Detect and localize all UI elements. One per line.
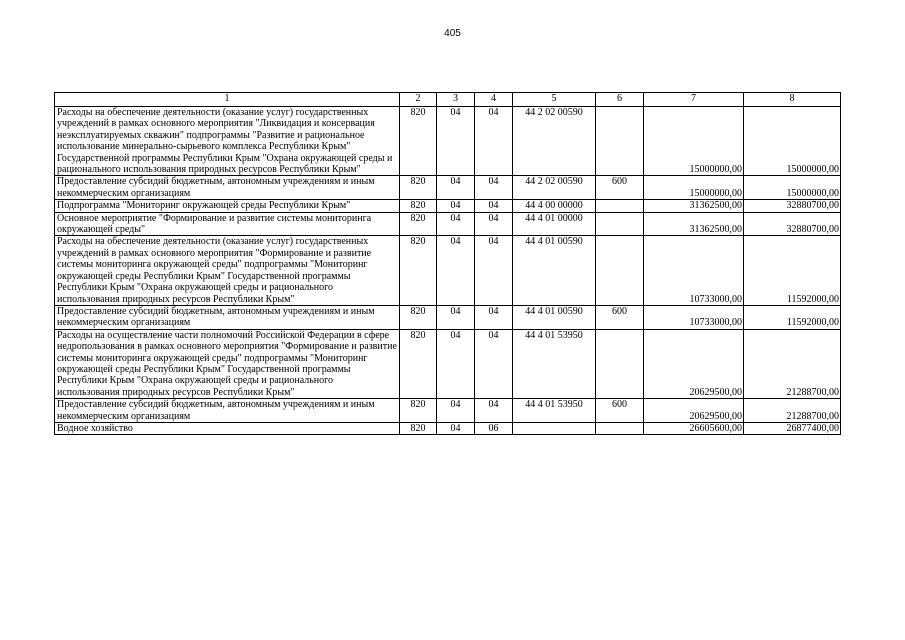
row-amount-col7: 20629500,00 <box>644 329 744 398</box>
table-row <box>55 107 841 176</box>
row-target-article: 44 4 01 00590 <box>513 236 596 305</box>
row-amount-col7: 15000000,00 <box>644 107 744 176</box>
table-row <box>55 305 841 329</box>
row-ministry-code: 820 <box>400 329 437 398</box>
column-header: 3 <box>437 93 475 107</box>
header-row <box>55 93 841 107</box>
row-section-code: 04 <box>437 329 475 398</box>
row-amount-col7: 10733000,00 <box>644 236 744 305</box>
row-target-article: 44 4 01 00590 <box>513 305 596 329</box>
column-header: 8 <box>744 93 841 107</box>
row-section-code: 04 <box>437 399 475 423</box>
row-section-code: 04 <box>437 236 475 305</box>
row-name: Предоставление субсидий бюджетным, автономным учреждениям и иным некоммерческим организациям <box>55 399 400 423</box>
row-ministry-code: 820 <box>400 212 437 236</box>
row-name: Расходы на осуществление части полномочий Российской Федерации в сфере недропользования в рамках основного мероприятия "Формирование и развитие системы мониторинга окружающей среды" подпрограммы "Мониторинг окружающей среды Республики Крым" Государственной программы Республики Крым "Охрана окружающей среды и рационального использования природных ресурсов Республики Крым" <box>55 329 400 398</box>
row-amount-col8: 26877400,00 <box>744 422 841 434</box>
row-name: Расходы на обеспечение деятельности (оказание услуг) государственных учреждений в рамках основного мероприятия "Формирование и развитие системы мониторинга окружающей среды" подпрограммы "Мониторинг окружающей среды Республики Крым" Государственной программы Республики Крым "Охрана окружающей среды и рационального использования природных ресурсов Республики Крым" <box>55 236 400 305</box>
row-section-code: 04 <box>437 176 475 200</box>
row-subsection-code: 04 <box>475 236 513 305</box>
row-expense-type <box>596 236 644 305</box>
row-ministry-code: 820 <box>400 422 437 434</box>
page-number: 405 <box>444 28 461 39</box>
row-section-code: 04 <box>437 305 475 329</box>
column-header: 2 <box>400 93 437 107</box>
row-amount-col7: 15000000,00 <box>644 176 744 200</box>
row-amount-col7: 31362500,00 <box>644 200 744 212</box>
row-expense-type <box>596 329 644 398</box>
row-subsection-code: 06 <box>475 422 513 434</box>
row-section-code: 04 <box>437 107 475 176</box>
table-row <box>55 399 841 423</box>
row-target-article: 44 2 02 00590 <box>513 107 596 176</box>
row-amount-col8: 15000000,00 <box>744 176 841 200</box>
row-amount-col8: 21288700,00 <box>744 329 841 398</box>
row-subsection-code: 04 <box>475 107 513 176</box>
row-amount-col8: 32880700,00 <box>744 200 841 212</box>
row-amount-col8: 11592000,00 <box>744 236 841 305</box>
row-expense-type <box>596 107 644 176</box>
row-target-article: 44 4 00 00000 <box>513 200 596 212</box>
row-target-article: 44 4 01 53950 <box>513 399 596 423</box>
row-target-article <box>513 422 596 434</box>
row-amount-col7: 31362500,00 <box>644 212 744 236</box>
row-ministry-code: 820 <box>400 305 437 329</box>
row-amount-col7: 10733000,00 <box>644 305 744 329</box>
row-target-article: 44 4 01 00000 <box>513 212 596 236</box>
row-amount-col8: 21288700,00 <box>744 399 841 423</box>
table-row <box>55 236 841 305</box>
row-ministry-code: 820 <box>400 399 437 423</box>
row-section-code: 04 <box>437 200 475 212</box>
row-subsection-code: 04 <box>475 329 513 398</box>
row-subsection-code: 04 <box>475 305 513 329</box>
row-target-article: 44 4 01 53950 <box>513 329 596 398</box>
row-ministry-code: 820 <box>400 107 437 176</box>
row-expense-type: 600 <box>596 399 644 423</box>
row-name: Предоставление субсидий бюджетным, автономным учреждениям и иным некоммерческим организациям <box>55 305 400 329</box>
row-expense-type: 600 <box>596 176 644 200</box>
table-row <box>55 329 841 398</box>
column-header: 4 <box>475 93 513 107</box>
table-row <box>55 200 841 212</box>
row-target-article: 44 2 02 00590 <box>513 176 596 200</box>
row-expense-type <box>596 200 644 212</box>
row-name: Предоставление субсидий бюджетным, автономным учреждениям и иным некоммерческим организациям <box>55 176 400 200</box>
row-name: Подпрограмма "Мониторинг окружающей среды Республики Крым" <box>55 200 400 212</box>
table-row <box>55 422 841 434</box>
column-header: 7 <box>644 93 744 107</box>
row-section-code: 04 <box>437 212 475 236</box>
column-header: 1 <box>55 93 400 107</box>
row-ministry-code: 820 <box>400 236 437 305</box>
row-subsection-code: 04 <box>475 200 513 212</box>
row-subsection-code: 04 <box>475 399 513 423</box>
row-amount-col7: 20629500,00 <box>644 399 744 423</box>
column-header: 6 <box>596 93 644 107</box>
row-expense-type <box>596 422 644 434</box>
table-row <box>55 176 841 200</box>
row-name: Водное хозяйство <box>55 422 400 434</box>
row-subsection-code: 04 <box>475 176 513 200</box>
row-section-code: 04 <box>437 422 475 434</box>
row-expense-type <box>596 212 644 236</box>
row-amount-col8: 15000000,00 <box>744 107 841 176</box>
row-amount-col8: 32880700,00 <box>744 212 841 236</box>
row-subsection-code: 04 <box>475 212 513 236</box>
budget-table <box>54 92 841 435</box>
row-ministry-code: 820 <box>400 200 437 212</box>
table-row <box>55 212 841 236</box>
column-header: 5 <box>513 93 596 107</box>
row-name: Основное мероприятие "Формирование и развитие системы мониторинга окружающей среды" <box>55 212 400 236</box>
row-amount-col8: 11592000,00 <box>744 305 841 329</box>
row-ministry-code: 820 <box>400 176 437 200</box>
row-name: Расходы на обеспечение деятельности (оказание услуг) государственных учреждений в рамках основного мероприятия "Ликвидация и консервация неэксплуатируемых скважин" подпрограммы "Развитие и рациональное использование минерально-сырьевого комплекса Республики Крым" Государственной программы Республики Крым "Охрана окружающей среды и рационального использования природных ресурсов Республики Крым" <box>55 107 400 176</box>
row-expense-type: 600 <box>596 305 644 329</box>
row-amount-col7: 26605600,00 <box>644 422 744 434</box>
